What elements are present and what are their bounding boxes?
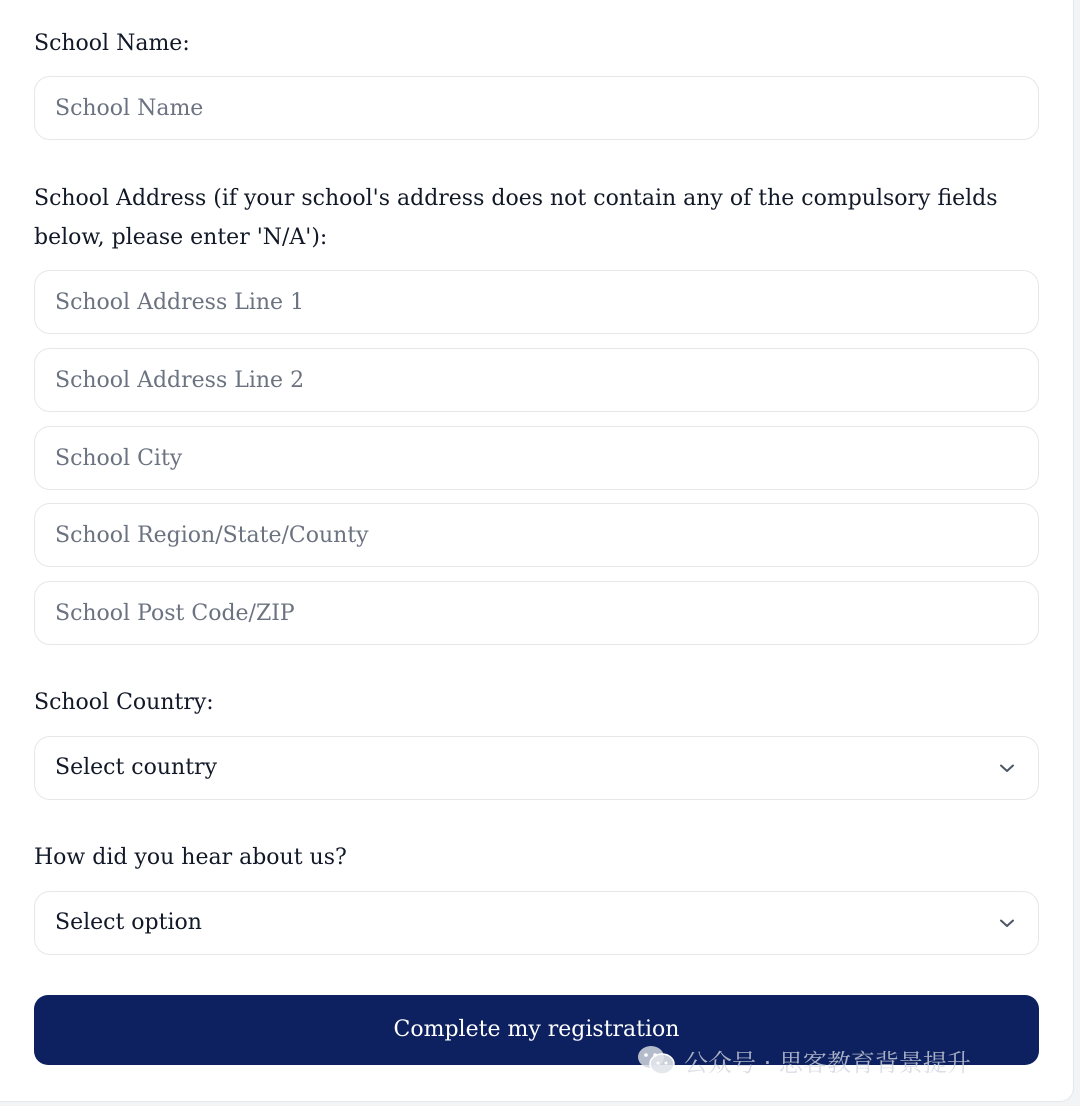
address-line-2-field-wrapper xyxy=(34,348,1039,412)
school-name-input[interactable] xyxy=(35,77,1038,139)
address-line-1-field-wrapper xyxy=(34,270,1039,334)
school-address-label: School Address (if your school's address does not contain any of the compulsory fields below, please enter 'N/A'): xyxy=(34,186,998,250)
school-address-line-2-input[interactable] xyxy=(35,349,1038,411)
chevron-down-icon xyxy=(998,914,1016,932)
school-address-line-1-input[interactable] xyxy=(35,271,1038,333)
hear-about-select[interactable] xyxy=(34,891,1039,955)
region-field-wrapper xyxy=(34,503,1039,567)
hear-about-label: How did you hear about us? xyxy=(34,845,347,870)
school-region-input[interactable] xyxy=(35,504,1038,566)
school-country-select[interactable] xyxy=(34,736,1039,800)
school-country-label: School Country: xyxy=(34,690,214,715)
school-post-code-input[interactable] xyxy=(35,582,1038,644)
watermark xyxy=(636,1038,1044,1082)
school-name-label: School Name: xyxy=(34,31,190,56)
watermark-text: 公众号 · 思客教育背景提升 xyxy=(684,1048,971,1077)
hear-about-select-value: Select option xyxy=(55,910,202,935)
school-city-input[interactable] xyxy=(35,427,1038,489)
wechat-icon xyxy=(636,1044,676,1076)
complete-registration-button[interactable]: Complete my registration xyxy=(34,995,1039,1065)
chevron-down-icon xyxy=(998,759,1016,777)
school-name-field-wrapper xyxy=(34,76,1039,140)
school-country-select-value: Select country xyxy=(55,755,217,780)
city-field-wrapper xyxy=(34,426,1039,490)
post-code-field-wrapper xyxy=(34,581,1039,645)
